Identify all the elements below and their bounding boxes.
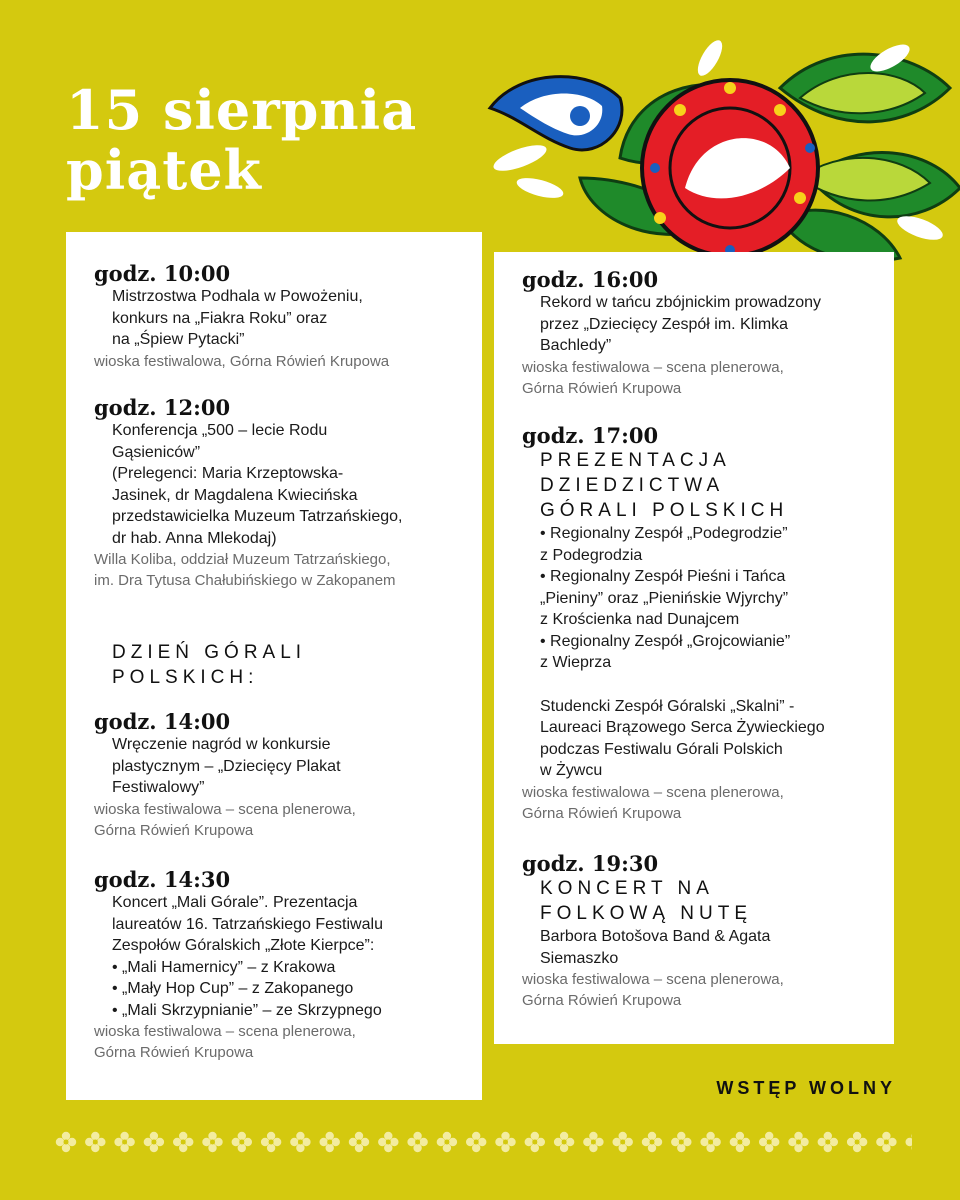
title-day: piątek — [66, 138, 262, 202]
page-title — [66, 80, 417, 200]
event-1430 — [94, 868, 383, 1063]
event-1700 — [522, 424, 825, 824]
event-time: godz. 12:00 — [94, 395, 231, 420]
event-description: Wręczenie nagród w konkursie plastycznym – „Dziecięcy Plakat Festiwalowy” — [112, 736, 341, 796]
event-description-secondary: Studencki Zespół Góralski „Skalni” - Laureaci Brązowego Serca Żywieckiego podczas Festiwalu Górali Polskich w Żywcu — [540, 697, 825, 779]
event-time: godz. 14:00 — [94, 709, 231, 734]
event-venue: wioska festiwalowa – scena plenerowa, Górna Rówień Krupowa — [94, 1023, 356, 1061]
section-heading-dzien-gorali: DZIEŃ GÓRALI POLSKICH: — [112, 642, 307, 688]
event-venue: wioska festiwalowa – scena plenerowa, Górna Rówień Krupowa — [522, 783, 784, 822]
event-time: godz. 17:00 — [522, 423, 659, 448]
schedule-panel-right — [494, 252, 894, 1044]
flower-border-icon — [52, 1128, 912, 1156]
event-heading: PREZENTACJA DZIEDZICTWA GÓRALI POLSKICH — [540, 450, 789, 521]
event-1200 — [94, 396, 403, 591]
event-venue: wioska festiwalowa – scena plenerowa, Górna Rówień Krupowa — [522, 358, 784, 397]
event-venue: wioska festiwalowa – scena plenerowa, Górna Rówień Krupowa — [94, 800, 356, 839]
event-1400 — [94, 710, 356, 841]
event-1000 — [94, 262, 389, 372]
event-time: godz. 14:30 — [94, 867, 231, 892]
event-description: Barbora Botošova Band & Agata Siemaszko — [540, 928, 771, 967]
event-venue: wioska festiwalowa, Górna Rówień Krupowa — [94, 352, 390, 370]
event-description: Mistrzostwa Podhala w Powożeniu, konkurs na „Fiakra Roku” oraz na „Śpiew Pytacki” — [112, 288, 363, 348]
event-venue: wioska festiwalowa – scena plenerowa, Górna Rówień Krupowa — [522, 971, 784, 1009]
event-description: Konferencja „500 – lecie Rodu Gąsieniców” (Prelegenci: Maria Krzeptowska- Jasinek, dr Magdalena Kwiecińska przedstawicielka Muzeum Tatrzańskiego, dr hab. Anna Mlekodaj) — [112, 422, 403, 547]
folk-floral-ornament-icon — [480, 28, 960, 268]
event-venue: Willa Koliba, oddział Muzeum Tatrzańskiego, im. Dra Tytusa Chałubińskiego w Zakopanem — [94, 551, 396, 589]
event-heading: KONCERT NA FOLKOWĄ NUTĘ — [540, 878, 753, 924]
event-description: • Regionalny Zespół „Podegrodzie” z Podegrodzia • Regionalny Zespół Pieśni i Tańca „Pieniny” oraz „Pienińskie Wjyrchy” z Krościenka nad Dunajcem • Regionalny Zespół „Grojcowianie” z Wieprza — [540, 525, 791, 671]
event-time: godz. 19:30 — [522, 851, 659, 876]
event-description: Koncert „Mali Górale”. Prezentacja laureatów 16. Tatrzańskiego Festiwalu Zespołów Góralskich „Złote Kierpce”: • „Mali Hamernicy” – z Krakowa • „Mały Hop Cup” – z Zakopanego • „Mali Skrzypnianie” – ze Skrzypnego — [112, 894, 383, 1019]
free-entry-note: WSTĘP WOLNY — [716, 1078, 896, 1098]
event-description: Rekord w tańcu zbójnickim prowadzony przez „Dziecięcy Zespół im. Klimka Bachledy” — [540, 294, 822, 354]
event-time: godz. 10:00 — [94, 261, 231, 286]
title-date: 15 sierpnia — [66, 78, 418, 142]
event-time: godz. 16:00 — [522, 267, 659, 292]
event-1600 — [522, 268, 821, 399]
event-1930 — [522, 852, 784, 1011]
